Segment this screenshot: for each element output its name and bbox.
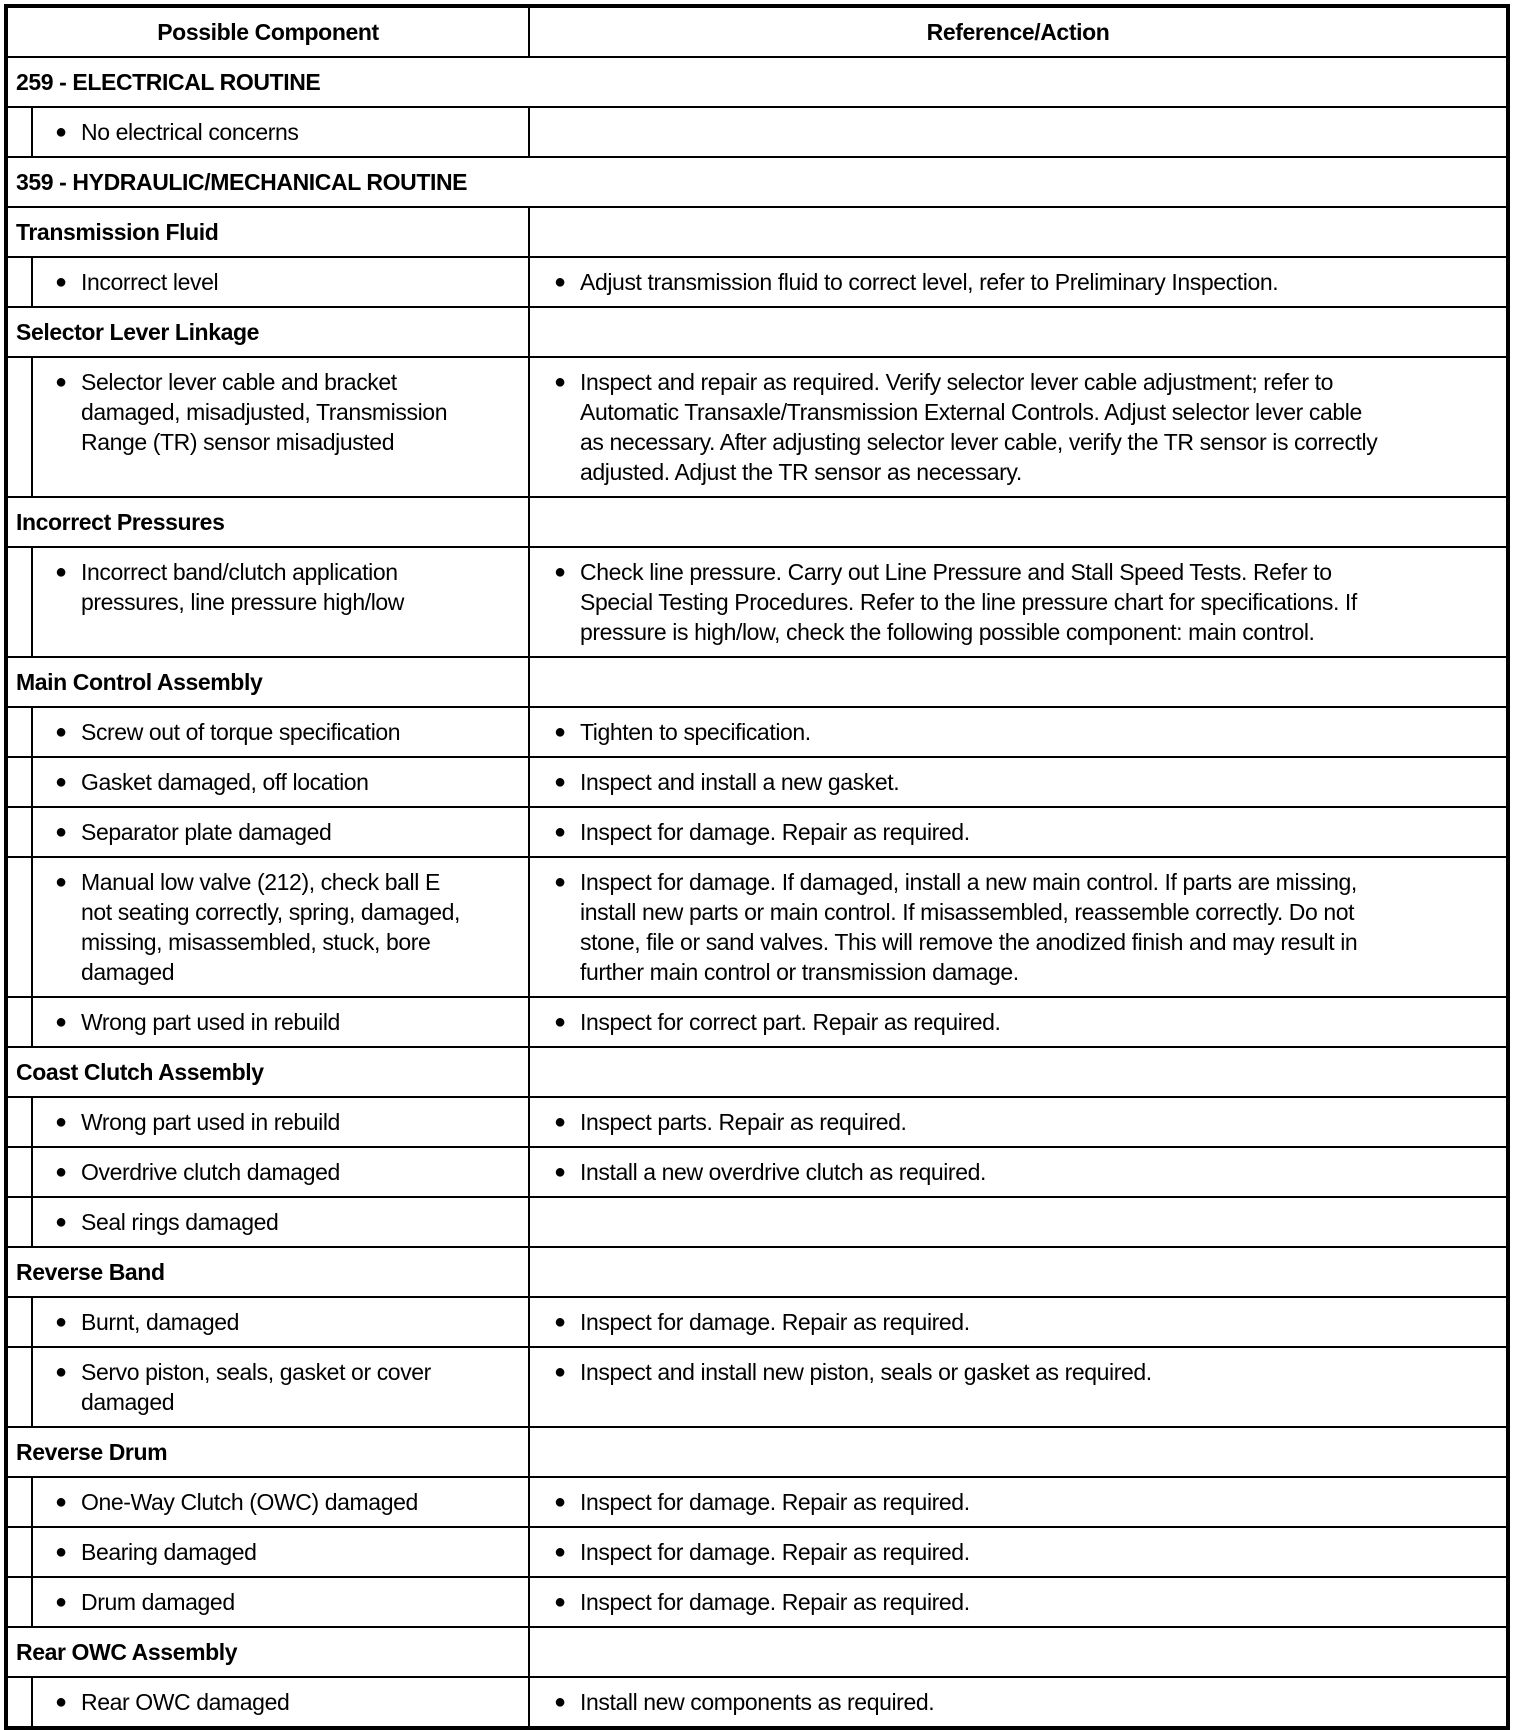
action-cell-text: Inspect parts. Repair as required. [580, 1109, 907, 1135]
item-row [6, 1477, 1508, 1527]
component-cell [32, 1347, 529, 1427]
component-cell [32, 1147, 529, 1197]
action-cell-bullet-item [538, 1157, 1498, 1187]
empty-action-cell [529, 1247, 1508, 1297]
action-cell-bullet-item [538, 1587, 1498, 1617]
item-row [6, 807, 1508, 857]
indent-cell [6, 857, 32, 997]
action-cell [529, 1097, 1508, 1147]
indent-cell [6, 807, 32, 857]
bullet-icon: ● [55, 821, 67, 843]
bullet-icon: ● [554, 1311, 566, 1333]
component-cell [32, 1097, 529, 1147]
indent-cell [6, 757, 32, 807]
component-cell-text: Bearing damaged [81, 1539, 257, 1565]
header-reference-action: Reference/Action [529, 6, 1508, 57]
component-cell [32, 1677, 529, 1728]
item-row [6, 1147, 1508, 1197]
bullet-icon: ● [554, 271, 566, 293]
empty-action-cell [529, 307, 1508, 357]
bullet-icon: ● [55, 1541, 67, 1563]
component-cell-text: No electrical concerns [81, 119, 299, 145]
component-cell-bullet-item [41, 267, 520, 297]
item-row [6, 1097, 1508, 1147]
indent-cell [6, 997, 32, 1047]
empty-action-cell [529, 207, 1508, 257]
action-cell-bullet-item [538, 1537, 1498, 1567]
component-cell [32, 997, 529, 1047]
component-cell-text: Wrong part used in rebuild [81, 1109, 340, 1135]
bullet-icon: ● [554, 1591, 566, 1613]
component-group-heading: Selector Lever Linkage [6, 307, 529, 357]
bullet-icon: ● [55, 1311, 67, 1333]
action-cell-text: Inspect for correct part. Repair as required. [580, 1009, 1001, 1035]
component-cell-bullet-item [41, 817, 520, 847]
indent-cell [6, 1297, 32, 1347]
indent-cell [6, 1197, 32, 1247]
component-cell-bullet-item [41, 767, 520, 797]
component-cell-text: One-Way Clutch (OWC) damaged [81, 1489, 418, 1515]
action-cell [529, 757, 1508, 807]
component-cell-text: Screw out of torque specification [81, 719, 401, 745]
component-cell-bullet-item [41, 1537, 520, 1567]
bullet-icon: ● [554, 371, 566, 393]
section-row [6, 57, 1508, 107]
bullet-icon: ● [554, 1361, 566, 1383]
item-row [6, 107, 1508, 157]
action-cell-text: Install new components as required. [580, 1689, 935, 1715]
component-cell-text: Burnt, damaged [81, 1309, 240, 1335]
group-row [6, 207, 1508, 257]
bullet-icon: ● [55, 1161, 67, 1183]
item-row [6, 547, 1508, 657]
empty-action-cell [529, 1047, 1508, 1097]
item-row [6, 997, 1508, 1047]
component-cell [32, 1197, 529, 1247]
action-cell [529, 547, 1508, 657]
component-cell-bullet-item [41, 1587, 520, 1617]
bullet-icon: ● [55, 721, 67, 743]
indent-cell [6, 357, 32, 497]
action-cell-text: Inspect for damage. Repair as required. [580, 1589, 970, 1615]
indent-cell [6, 707, 32, 757]
section-heading: 259 - ELECTRICAL ROUTINE [6, 57, 1508, 107]
component-cell-text: Servo piston, seals, gasket or cover damaged [81, 1359, 431, 1415]
action-cell-bullet-item [538, 1007, 1498, 1037]
bullet-icon: ● [55, 1591, 67, 1613]
indent-cell [6, 1147, 32, 1197]
indent-cell [6, 1527, 32, 1577]
action-cell-bullet-item [538, 767, 1498, 797]
action-cell [529, 1147, 1508, 1197]
action-cell-bullet-item [538, 1107, 1498, 1137]
group-row [6, 497, 1508, 547]
action-cell [529, 707, 1508, 757]
action-cell-text: Inspect for damage. If damaged, install a new main control. If parts are missing, install new parts or main control. If misassembled, reassemble correctly. Do not stone, file or sand valves. This will remove the anodized finish and may result in further main control or transmission damage. [580, 869, 1358, 985]
bullet-icon: ● [55, 561, 67, 583]
action-cell-text: Inspect and repair as required. Verify selector lever cable adjustment; refer to Automatic Transaxle/Transmission External Controls. Adjust selector lever cable as necessary. After adjusting selector lever cable, verify the TR sensor is correctly adjusted. Adjust the TR sensor as necessary. [580, 369, 1378, 485]
item-row [6, 257, 1508, 307]
action-cell-text: Tighten to specification. [580, 719, 811, 745]
component-cell [32, 1477, 529, 1527]
component-cell [32, 857, 529, 997]
component-cell-bullet-item [41, 1307, 520, 1337]
bullet-icon: ● [554, 1691, 566, 1713]
group-row [6, 1047, 1508, 1097]
group-row [6, 1427, 1508, 1477]
empty-action-cell [529, 657, 1508, 707]
action-cell-bullet-item [538, 1357, 1498, 1387]
bullet-icon: ● [55, 1111, 67, 1133]
action-cell [529, 1677, 1508, 1728]
component-cell-text: Separator plate damaged [81, 819, 332, 845]
section-heading: 359 - HYDRAULIC/MECHANICAL ROUTINE [6, 157, 1508, 207]
component-group-heading: Transmission Fluid [6, 207, 529, 257]
action-cell-bullet-item [538, 867, 1498, 987]
item-row [6, 1677, 1508, 1728]
bullet-icon: ● [554, 1111, 566, 1133]
component-cell-text: Drum damaged [81, 1589, 235, 1615]
item-row [6, 1577, 1508, 1627]
action-cell [529, 857, 1508, 997]
section-row [6, 157, 1508, 207]
component-cell-bullet-item [41, 1487, 520, 1517]
bullet-icon: ● [55, 371, 67, 393]
component-cell-bullet-item [41, 867, 520, 987]
bullet-icon: ● [55, 1211, 67, 1233]
component-cell-text: Rear OWC damaged [81, 1689, 290, 1715]
group-row [6, 1627, 1508, 1677]
component-cell [32, 707, 529, 757]
component-group-heading: Incorrect Pressures [6, 497, 529, 547]
bullet-icon: ● [554, 1161, 566, 1183]
action-cell [529, 1347, 1508, 1427]
component-cell-bullet-item [41, 717, 520, 747]
item-row [6, 757, 1508, 807]
component-cell [32, 807, 529, 857]
component-group-heading: Rear OWC Assembly [6, 1627, 529, 1677]
item-row [6, 1527, 1508, 1577]
action-cell-text: Inspect and install a new gasket. [580, 769, 900, 795]
group-row [6, 657, 1508, 707]
action-cell [529, 1577, 1508, 1627]
component-cell [32, 257, 529, 307]
bullet-icon: ● [554, 771, 566, 793]
component-cell-bullet-item [41, 1007, 520, 1037]
action-cell-bullet-item [538, 1307, 1498, 1337]
bullet-icon: ● [55, 1691, 67, 1713]
action-cell-bullet-item [538, 817, 1498, 847]
bullet-icon: ● [55, 1491, 67, 1513]
header-possible-component: Possible Component [6, 6, 529, 57]
action-cell-bullet-item [538, 557, 1498, 647]
component-cell [32, 357, 529, 497]
item-row [6, 357, 1508, 497]
action-cell-text: Check line pressure. Carry out Line Pressure and Stall Speed Tests. Refer to Special Testing Procedures. Refer to the line pressure chart for specifications. If pressure is high/low, check the following possible component: main control. [580, 559, 1357, 645]
component-group-heading: Reverse Drum [6, 1427, 529, 1477]
action-cell-text: Inspect for damage. Repair as required. [580, 1539, 970, 1565]
indent-cell [6, 547, 32, 657]
component-cell-text: Wrong part used in rebuild [81, 1009, 340, 1035]
action-cell-text: Inspect for damage. Repair as required. [580, 1489, 970, 1515]
action-cell-bullet-item [538, 367, 1498, 487]
bullet-icon: ● [554, 871, 566, 893]
bullet-icon: ● [554, 1491, 566, 1513]
action-cell-bullet-item [538, 267, 1498, 297]
action-cell [529, 807, 1508, 857]
component-cell-bullet-item [41, 1207, 520, 1237]
bullet-icon: ● [554, 1011, 566, 1033]
action-cell [529, 107, 1508, 157]
action-cell-text: Adjust transmission fluid to correct level, refer to Preliminary Inspection. [580, 269, 1279, 295]
component-group-heading: Coast Clutch Assembly [6, 1047, 529, 1097]
item-row [6, 1347, 1508, 1427]
component-cell [32, 1297, 529, 1347]
bullet-icon: ● [554, 821, 566, 843]
component-cell-bullet-item [41, 1107, 520, 1137]
item-row [6, 707, 1508, 757]
action-cell [529, 1197, 1508, 1247]
action-cell-text: Inspect and install new piston, seals or gasket as required. [580, 1359, 1152, 1385]
action-cell [529, 1477, 1508, 1527]
bullet-icon: ● [55, 871, 67, 893]
bullet-icon: ● [55, 1011, 67, 1033]
indent-cell [6, 1677, 32, 1728]
indent-cell [6, 1577, 32, 1627]
action-cell [529, 257, 1508, 307]
indent-cell [6, 1097, 32, 1147]
bullet-icon: ● [554, 561, 566, 583]
bullet-icon: ● [55, 771, 67, 793]
component-cell [32, 547, 529, 657]
bullet-icon: ● [554, 1541, 566, 1563]
action-cell [529, 1527, 1508, 1577]
item-row [6, 1197, 1508, 1247]
item-row [6, 857, 1508, 997]
component-cell-bullet-item [41, 1157, 520, 1187]
component-cell-text: Manual low valve (212), check ball E not seating correctly, spring, damaged, missing, misassembled, stuck, bore damaged [81, 869, 461, 985]
action-cell-text: Inspect for damage. Repair as required. [580, 1309, 970, 1335]
bullet-icon: ● [55, 121, 67, 143]
action-cell-bullet-item [538, 1687, 1498, 1717]
component-cell-bullet-item [41, 1687, 520, 1717]
component-cell-text: Incorrect band/clutch application pressures, line pressure high/low [81, 559, 405, 615]
component-cell-text: Incorrect level [81, 269, 219, 295]
bullet-icon: ● [55, 271, 67, 293]
component-cell [32, 1527, 529, 1577]
table-body [6, 57, 1508, 1728]
empty-action-cell [529, 1427, 1508, 1477]
empty-action-cell [529, 1627, 1508, 1677]
component-cell-bullet-item [41, 367, 520, 457]
item-row [6, 1297, 1508, 1347]
empty-action-cell [529, 497, 1508, 547]
component-group-heading: Reverse Band [6, 1247, 529, 1297]
action-cell-text: Install a new overdrive clutch as required. [580, 1159, 986, 1185]
group-row [6, 307, 1508, 357]
component-cell-bullet-item [41, 117, 520, 147]
action-cell-bullet-item [538, 1487, 1498, 1517]
indent-cell [6, 1477, 32, 1527]
action-cell [529, 357, 1508, 497]
component-cell [32, 1577, 529, 1627]
component-cell-text: Gasket damaged, off location [81, 769, 369, 795]
component-cell [32, 757, 529, 807]
indent-cell [6, 107, 32, 157]
component-group-heading: Main Control Assembly [6, 657, 529, 707]
component-cell-bullet-item [41, 557, 520, 617]
indent-cell [6, 257, 32, 307]
component-cell-text: Selector lever cable and bracket damaged, misadjusted, Transmission Range (TR) sensor misadjusted [81, 369, 448, 455]
indent-cell [6, 1347, 32, 1427]
component-cell-text: Overdrive clutch damaged [81, 1159, 340, 1185]
action-cell [529, 1297, 1508, 1347]
component-cell [32, 107, 529, 157]
action-cell-text: Inspect for damage. Repair as required. [580, 819, 970, 845]
component-cell-bullet-item [41, 1357, 520, 1417]
diagnosis-table [4, 4, 1510, 1730]
group-row [6, 1247, 1508, 1297]
action-cell-bullet-item [538, 717, 1498, 747]
component-cell-text: Seal rings damaged [81, 1209, 279, 1235]
bullet-icon: ● [55, 1361, 67, 1383]
table-header-row [6, 6, 1508, 57]
bullet-icon: ● [554, 721, 566, 743]
action-cell [529, 997, 1508, 1047]
